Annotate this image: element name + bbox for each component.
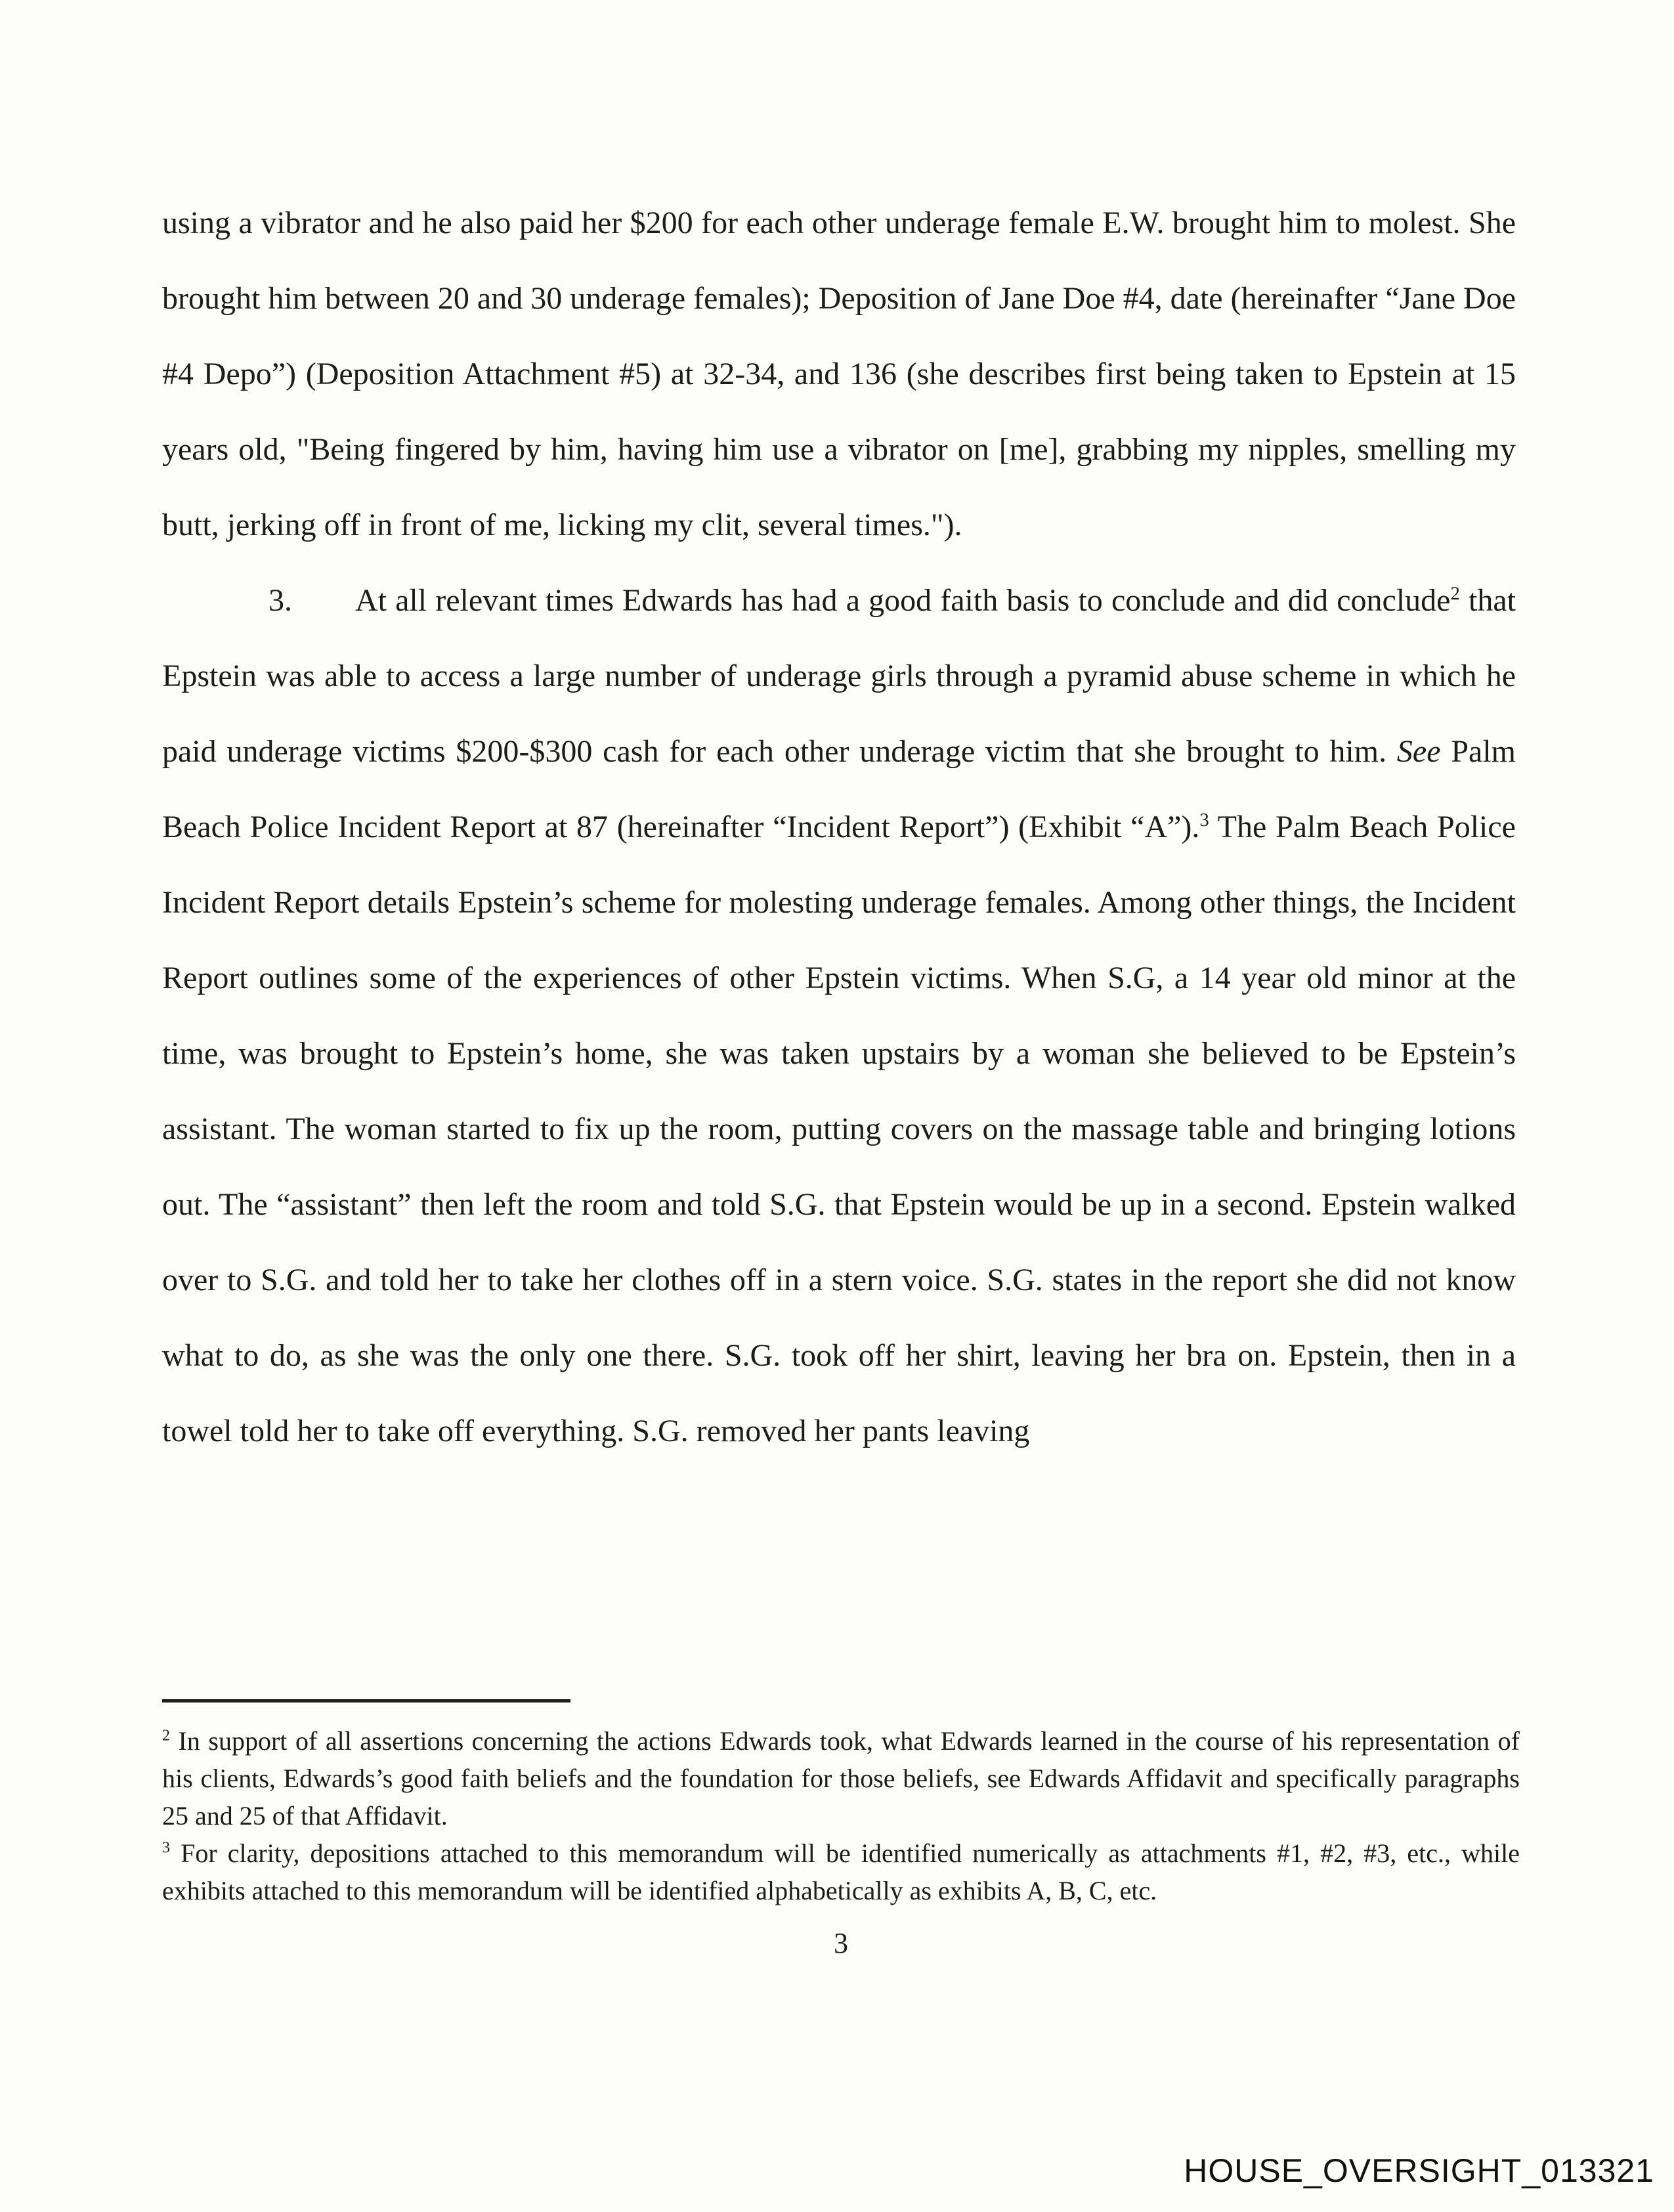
body-paragraph-continuation: using a vibrator and he also paid her $200 for each other underage female E.W. brought him to molest. She brought him between 20 and 30 underage females); Deposition of Jane Doe #4, date (hereinafter “Jane Doe #4 Depo”) (Deposition Attachment #5) at 32-34, and 136 (she describes first being taken to Epstein at 15 years old, "Being fingered by him, having him use a vibrator on [me], grabbing my nipples, smelling my butt, jerking off in front of me, licking my clit, several times.").	[162, 206, 1516, 542]
paragraph-3-text-4: The Palm Beach Police Incident Report details Epstein’s scheme for molesting underage females. Among other things, the Incident Report outlines some of the experiences of other Epstein victims. When S.G, a 14 year old minor at the time, was brought to Epstein’s home, she was taken upstairs by a woman she believed to be Epstein’s assistant. The woman started to fix up the room, putting covers on the massage table and bringing lotions out. The “assistant” then left the room and told S.G. that Epstein would be up in a second. Epstein walked over to S.G. and told her to take her clothes off in a stern voice. S.G. states in the report she did not know what to do, as she was the only one there. S.G. took off her shirt, leaving her bra on. Epstein, then in a towel told her to take off everything. S.G. removed her pants leaving	[162, 810, 1516, 1448]
footnote-2-text: In support of all assertions concerning the actions Edwards took, what Edwards learned in the course of his representation of his clients, Edwards’s good faith beliefs and the foundation for those beliefs, see Edwards Affidavit and specifically paragraphs 25 and 25 of that Affidavit.	[162, 1726, 1520, 1831]
bates-stamp: HOUSE_OVERSIGHT_013321	[1184, 2152, 1654, 2189]
footnote-3-marker: 3	[162, 1839, 170, 1857]
footnote-3-text: For clarity, depositions attached to this memorandum will be identified numerically as attachments #1, #2, #3, etc., while exhibits attached to this memorandum will be identified alphabetically as exhibits A, B, C, etc.	[162, 1838, 1520, 1905]
paragraph-3-text-3: Palm Beach Police Incident Report at 87 (hereinafter “Incident Report”) (Exhibit “A”).	[162, 734, 1516, 844]
document-body	[162, 185, 1516, 1469]
footnotes	[162, 1722, 1520, 1909]
page-footer	[162, 1699, 1520, 1960]
footnote-ref-2: 2	[1450, 583, 1460, 604]
paragraph-3-text-1: At all relevant times Edwards has had a good faith basis to conclude and did conclude	[355, 583, 1451, 618]
case-citation-see: See	[1396, 734, 1441, 769]
footnote-2-marker: 2	[162, 1727, 170, 1745]
paragraph-number: 3.	[268, 583, 292, 618]
page-number: 3	[834, 1927, 848, 1959]
footnote-2	[162, 1722, 1520, 1834]
footnote-separator	[162, 1699, 570, 1702]
footnote-ref-3: 3	[1199, 810, 1209, 831]
paragraph-3-text-2: that Epstein was able to access a large number of underage girls through a pyramid abuse scheme in which he paid underage victims $200-$300 cash for each other underage victim that she brought to him.	[162, 583, 1516, 769]
body-paragraph-3	[162, 563, 1516, 1469]
footnote-3	[162, 1834, 1520, 1909]
